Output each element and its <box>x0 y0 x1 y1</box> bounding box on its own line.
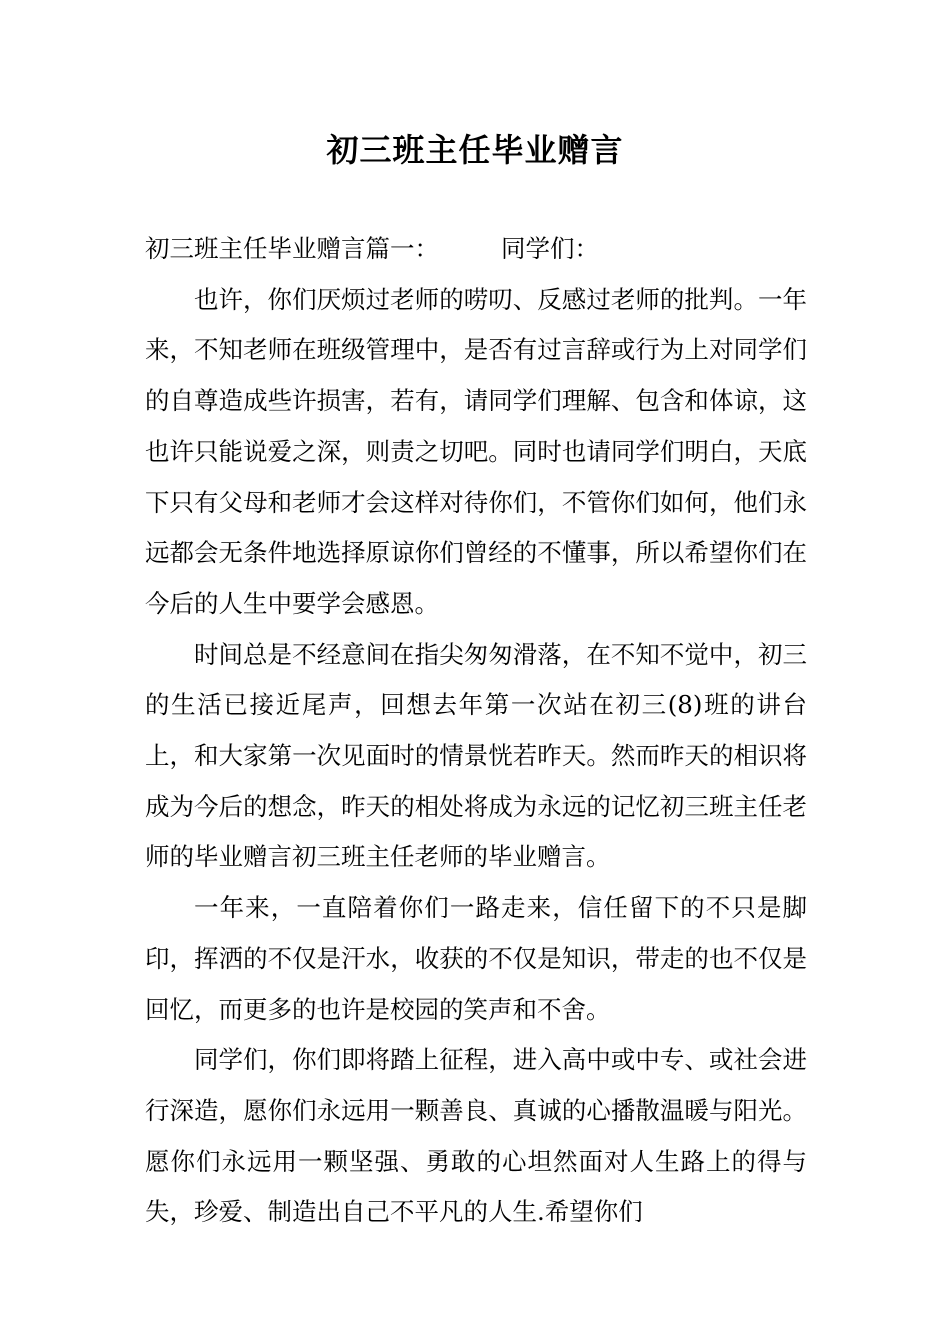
lead-label: 初三班主任毕业赠言篇一： <box>145 234 439 263</box>
document-title: 初三班主任毕业赠言 <box>326 131 624 169</box>
paragraph-4: 同学们，你们即将踏上征程，进入高中或中专、或社会进行深造，愿你们永远用一颗善良、真诚的心播散温暖与阳光。愿你们永远用一颗坚强、勇敢的心坦然面对人生路上的得与失，珍爱、制造出自己不平凡的人生.希望你们 <box>145 1045 807 1227</box>
salutation: 同学们： <box>501 234 599 263</box>
paragraph-1: 也许，你们厌烦过老师的唠叨、反感过老师的批判。一年来，不知老师在班级管理中，是否有过言辞或行为上对同学们的自尊造成些许损害，若有，请同学们理解、包含和体谅，这也许只能说爱之深，则责之切吧。同时也请同学们明白，天底下只有父母和老师才会这样对待你们，不管你们如何，他们永远都会无条件地选择原谅你们曾经的不懂事，所以希望你们在今后的人生中要学会感恩。 <box>145 284 807 618</box>
document-body <box>145 224 807 1238</box>
lead-line <box>145 224 807 275</box>
paragraph-3: 一年来，一直陪着你们一路走来，信任留下的不只是脚印，挥洒的不仅是汗水，收获的不仅是知识，带走的也不仅是回忆，而更多的也许是校园的笑声和不舍。 <box>145 893 807 1024</box>
paragraph-2: 时间总是不经意间在指尖匆匆滑落，在不知不觉中，初三的生活已接近尾声，回想去年第一次站在初三(8)班的讲台上，和大家第一次见面时的情景恍若昨天。然而昨天的相识将成为今后的想念，昨天的相处将成为永远的记忆初三班主任老师的毕业赠言初三班主任老师的毕业赠言。 <box>145 639 807 872</box>
